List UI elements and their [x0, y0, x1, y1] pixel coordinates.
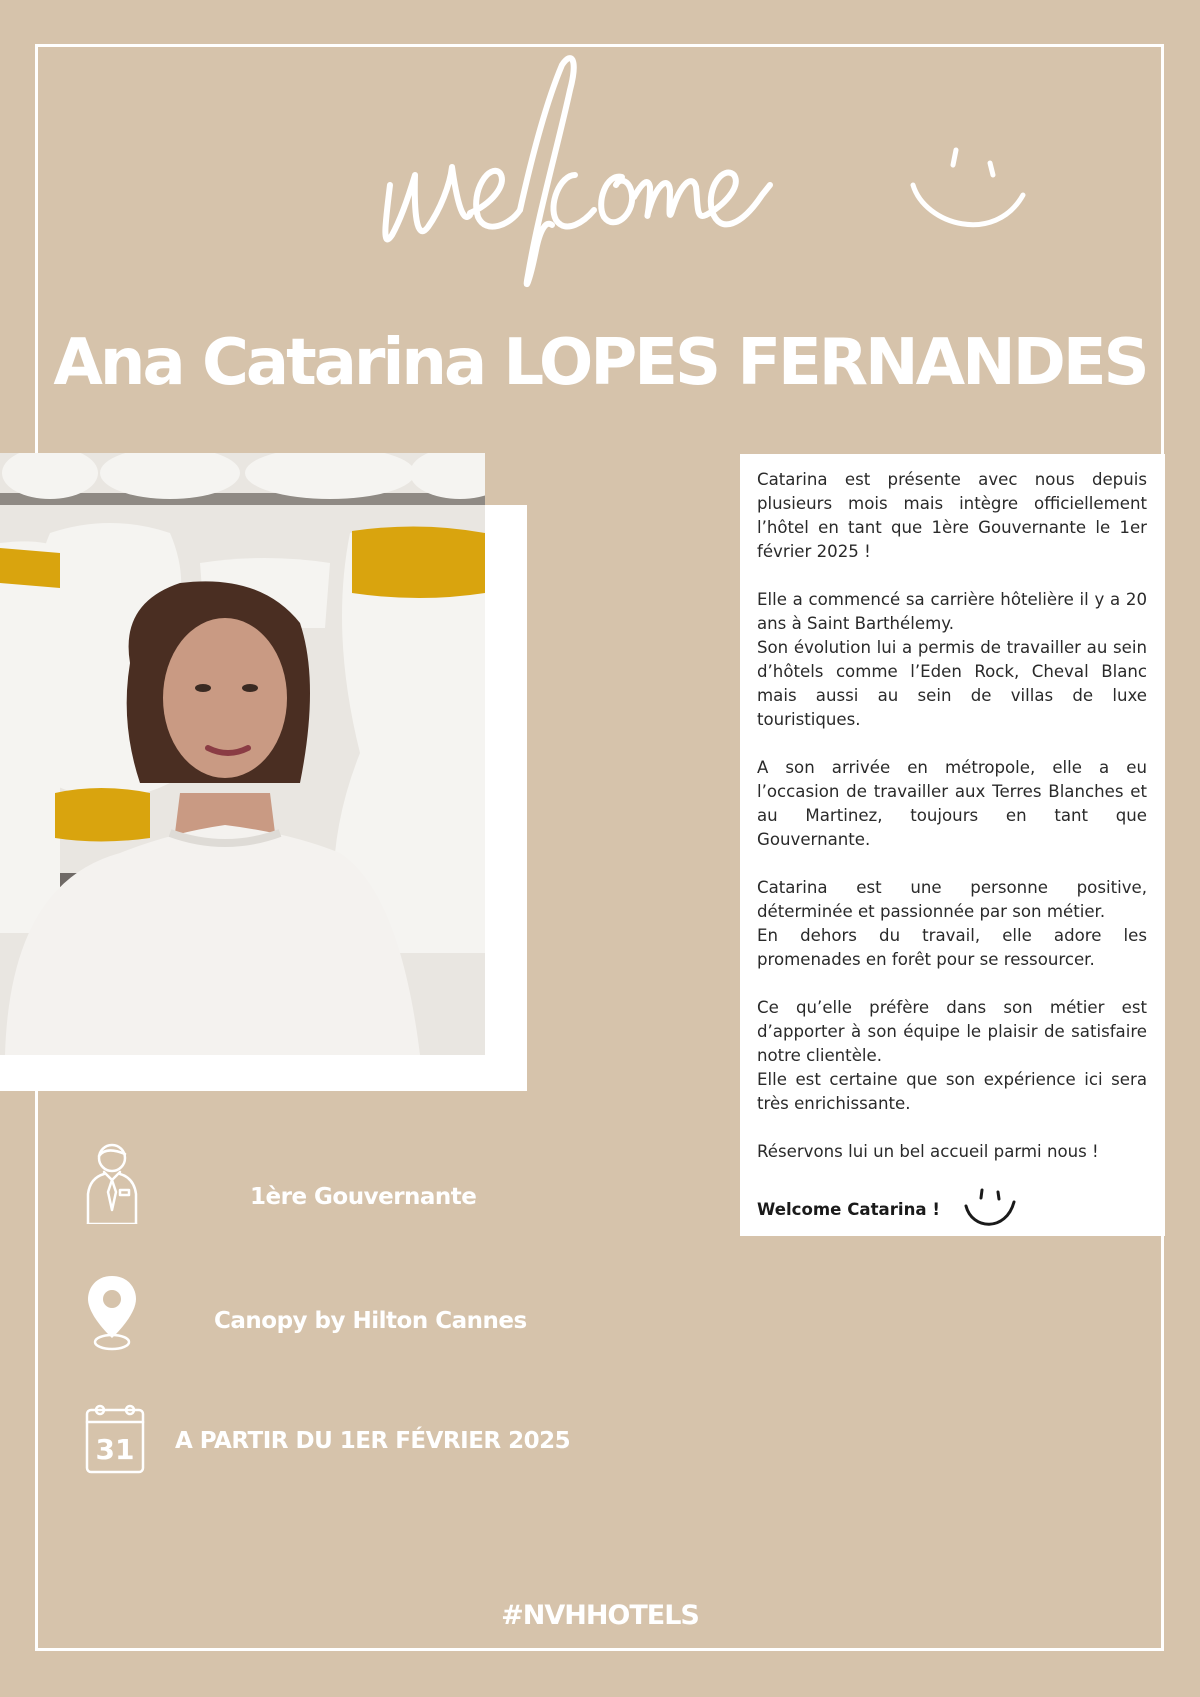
start-date: A PARTIR DU 1ER FÉVRIER 2025: [175, 1428, 571, 1454]
bio-closing: [757, 1186, 1147, 1232]
position-title: 1ère Gouvernante: [250, 1184, 477, 1210]
bio-paragraph: Réservons lui un bel accueil parmi nous !: [757, 1142, 1099, 1161]
employee-icon: [84, 1140, 140, 1224]
hotel-location: Canopy by Hilton Cannes: [214, 1308, 527, 1334]
bio-panel: [740, 454, 1165, 1236]
calendar-day: 31: [95, 1433, 135, 1466]
bio-paragraph: Catarina est présente avec nous depuis plusieurs mois mais intègre officiellement l’hôtel en tant que 1ère Gouvernante le 1er février 2025 !: [757, 470, 1147, 561]
employee-name: Ana Catarina LOPES FERNANDES: [53, 326, 1147, 400]
bio-paragraph: Elle a commencé sa carrière hôtelière il y a 20 ans à Saint Barthélemy. Son évolution lui a permis de travailler au sein d’hôtels comme l’Eden Rock, Cheval Blanc mais aussi au sein de villas de luxe touristiques.: [757, 590, 1147, 729]
info-position: [0, 1140, 700, 1230]
smiley-icon: [905, 145, 1030, 245]
welcome-script-word: [370, 45, 850, 315]
map-pin-icon: [84, 1272, 140, 1352]
employee-photo: [0, 453, 485, 1055]
smiley-icon: [962, 1186, 1018, 1232]
bio-paragraph: A son arrivée en métropole, elle a eu l’occasion de travailler aux Terres Blanches et au Martinez, toujours en tant que Gouvernante.: [757, 758, 1147, 849]
closing-message: Welcome Catarina !: [757, 1199, 940, 1219]
bio-paragraph: Catarina est une personne positive, déterminée et passionnée par son métier. En dehors du travail, elle adore les promenades en forêt pour se ressourcer.: [757, 878, 1147, 969]
hashtag: #NVHHOTELS: [501, 1600, 699, 1631]
info-location: [0, 1272, 700, 1362]
bio-paragraph: Ce qu’elle préfère dans son métier est d’apporter à son équipe le plaisir de satisfaire notre clientèle. Elle est certaine que son expérience ici sera très enrichissante.: [757, 998, 1147, 1113]
info-start-date: [0, 1400, 700, 1490]
calendar-icon: [85, 1402, 145, 1474]
